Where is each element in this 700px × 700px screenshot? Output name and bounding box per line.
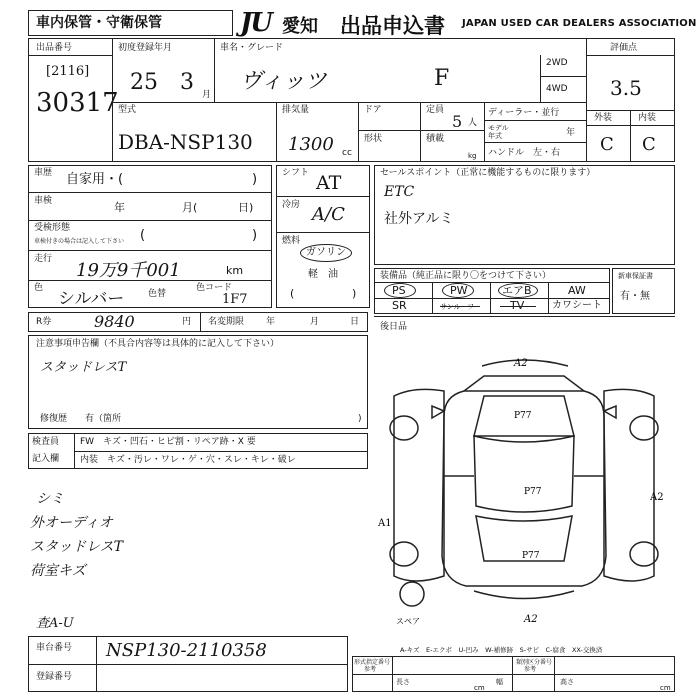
model-name: ヴィッツ xyxy=(240,69,327,94)
usage-label: 車歴 xyxy=(34,168,53,178)
checker-label-top: 検査員 xyxy=(32,437,60,447)
repair-close: ) xyxy=(358,414,362,424)
mark-p77-rear: P77 xyxy=(522,551,540,561)
mark-a1-left: A1 xyxy=(378,518,392,529)
specs-height-unit: cm xyxy=(660,684,671,692)
model-year-label: モデル 年式 xyxy=(488,124,509,140)
deadline-year: 年 xyxy=(266,317,276,327)
checker-fw-row: FW キズ・凹石・ヒビ割・リペア跡・X 要 xyxy=(80,437,256,447)
equip-airbag: エアB xyxy=(502,284,532,297)
displacement-value: 1300 xyxy=(288,134,334,155)
recycle-value: 9840 xyxy=(94,312,135,331)
org-name: 愛知 xyxy=(282,16,318,37)
equip-tv: TV xyxy=(510,299,525,312)
specs-length: 長さ xyxy=(396,678,410,686)
pw-circle xyxy=(442,283,474,298)
registration-label: 初度登録年月 xyxy=(118,43,173,53)
damage-legend: A-キズ E-エクボ U-凹み W-補修跡 S-サビ C-腐食 XX-交換済 xyxy=(400,646,603,654)
hand-note-4: 荷室キズ xyxy=(30,563,86,579)
color-value: シルバー xyxy=(58,289,125,309)
mark-p77-roof: P77 xyxy=(524,487,542,497)
notes-text: スタッドレスT xyxy=(40,360,127,375)
displacement-unit: cc xyxy=(342,148,352,158)
usage-value: 自家用・( xyxy=(66,172,124,187)
mileage-label: 走行 xyxy=(34,254,53,264)
repair-label: 修復歴 有（箇所 xyxy=(40,414,122,424)
fuel-diesel: 軽 油 xyxy=(308,269,338,280)
mark-a2-right: A2 xyxy=(650,492,664,503)
airbag-circle xyxy=(498,283,538,298)
ju-logo: JU xyxy=(240,8,271,38)
lot-label: 出品番号 xyxy=(36,43,73,53)
checker-interior-row: 内装 キズ・汚レ・ワレ・ゲ・穴・スレ・キレ・破レ xyxy=(80,455,296,465)
capacity-unit: 人 xyxy=(468,118,478,128)
registration-month-unit: 月 xyxy=(202,90,212,100)
registration-year: 25 xyxy=(130,70,158,95)
year-unit: 年 xyxy=(566,128,576,138)
model-grade: F xyxy=(434,66,450,91)
deadline-day: 日 xyxy=(350,317,360,327)
fuel-gasoline: ガソリン xyxy=(306,247,346,258)
sales-point-line2: 社外アルミ xyxy=(384,211,454,227)
english-title: JAPAN USED CAR DEALERS ASSOCIATION xyxy=(462,18,697,29)
ac-label: 冷房 xyxy=(282,200,301,210)
warranty-label: 新車保証書 xyxy=(618,272,653,280)
mileage-value: 19万9千001 xyxy=(76,260,181,281)
specs-row2-sub: 参考 xyxy=(524,666,537,673)
header-left-title: 車内保管・守衛保管 xyxy=(36,15,162,31)
interior-value: C xyxy=(642,134,656,155)
door-label: ドア xyxy=(364,105,382,115)
mark-p77-windshield: P77 xyxy=(514,411,532,421)
repaint-label: 色替 xyxy=(148,289,167,299)
ps-circle xyxy=(384,283,416,298)
receive-open: ( xyxy=(140,228,146,243)
type-label: 型式 xyxy=(118,105,137,115)
dealer-label: ディーラー・並行 xyxy=(488,108,560,118)
specs-row1-label: 形式指定番号 xyxy=(354,659,391,666)
hand-note-1: シミ xyxy=(36,491,64,507)
type-value: DBA-NSP130 xyxy=(118,130,253,154)
warranty-value: 有・無 xyxy=(620,291,650,302)
load-label: 積載 xyxy=(426,134,445,144)
specs-row2-label: 類別区分番号 xyxy=(516,659,553,666)
handle-label: ハンドル 左・右 xyxy=(488,148,561,158)
fuel-close: ) xyxy=(352,287,357,300)
receive-close: ) xyxy=(252,228,258,243)
registration-no-label: 登録番号 xyxy=(36,672,73,682)
sales-point-label: セールスポイント（正常に機能するものに限ります） xyxy=(380,168,596,178)
car-diagram xyxy=(374,336,675,636)
equipment-label: 装備品（純正品に限り〇をつけて下さい） xyxy=(380,271,552,281)
specs-width: 幅 xyxy=(496,678,503,686)
score-label: 評価点 xyxy=(610,43,638,53)
displacement-label: 排気量 xyxy=(282,105,310,115)
shape-label: 形状 xyxy=(364,134,383,144)
hand-note-3: スタッドレスT xyxy=(30,539,123,555)
specs-height: 高さ xyxy=(560,678,574,686)
equip-sr: SR xyxy=(392,299,407,312)
mileage-unit: km xyxy=(226,264,244,277)
inspection-day: 日) xyxy=(238,201,254,214)
inspection-label: 車検 xyxy=(34,196,53,206)
deadline-label: 名変期限 xyxy=(208,317,245,327)
registration-month: 3 xyxy=(180,70,194,95)
spare-label: スペア xyxy=(396,617,420,626)
hand-note-extra: 査A-U xyxy=(36,616,74,631)
interior-label: 内装 xyxy=(638,113,657,123)
lot-small-number: [2116] xyxy=(46,64,90,79)
equip-ps: PS xyxy=(392,284,406,297)
inspection-month: 月( xyxy=(182,201,198,214)
color-code-value: 1F7 xyxy=(222,292,248,307)
form-title: 出品申込書 xyxy=(340,14,445,38)
score-value: 3.5 xyxy=(610,76,642,100)
equip-aw: AW xyxy=(568,284,586,297)
capacity-value: 5 xyxy=(452,112,463,131)
lot-number: 30317 xyxy=(36,88,119,118)
color-code-label: 色コード xyxy=(196,283,233,293)
usage-close: ) xyxy=(252,172,258,187)
fuel-open: ( xyxy=(290,287,295,300)
sales-point-line1: ETC xyxy=(384,184,415,200)
equip-sunroof: サンルーフ xyxy=(440,303,475,311)
mark-a2-rear: A2 xyxy=(524,614,538,625)
mark-a2-front: A2 xyxy=(514,358,528,369)
specs-row1-sub: 参考 xyxy=(364,666,377,673)
equip-seat: カワシート xyxy=(552,300,602,311)
deadline-month: 月 xyxy=(310,317,320,327)
drive-4wd: 4WD xyxy=(546,84,568,94)
checker-label-bottom: 記入欄 xyxy=(32,454,60,464)
specs-length-unit: cm xyxy=(474,684,485,692)
receive-label: 受検形態 xyxy=(34,223,71,233)
shift-value: AT xyxy=(316,172,342,194)
chassis-label: 車台番号 xyxy=(36,643,73,653)
ac-value: A/C xyxy=(312,204,345,225)
notes-label: 注意事項申告欄（不具合内容等は具体的に記入して下さい） xyxy=(36,339,280,349)
load-unit: kg xyxy=(468,152,477,160)
exterior-value: C xyxy=(600,134,614,155)
equip-pw: PW xyxy=(450,284,468,297)
model-label: 車名・グレード xyxy=(220,43,284,53)
after-mount-label: 後日品 xyxy=(380,322,408,332)
shift-label: シフト xyxy=(282,168,310,178)
recycle-label: R券 xyxy=(36,317,52,327)
hand-note-2: 外オーディオ xyxy=(30,515,113,531)
recycle-unit: 円 xyxy=(182,317,192,327)
fuel-label: 燃料 xyxy=(282,236,301,246)
inspection-year: 年 xyxy=(114,201,125,214)
receive-note: 車検付きの場合は記入して下さい xyxy=(34,238,125,245)
capacity-label: 定員 xyxy=(426,105,445,115)
exterior-label: 外装 xyxy=(594,113,613,123)
drive-2wd: 2WD xyxy=(546,58,568,68)
chassis-value: NSP130-2110358 xyxy=(106,640,267,661)
color-label: 色 xyxy=(34,283,44,293)
